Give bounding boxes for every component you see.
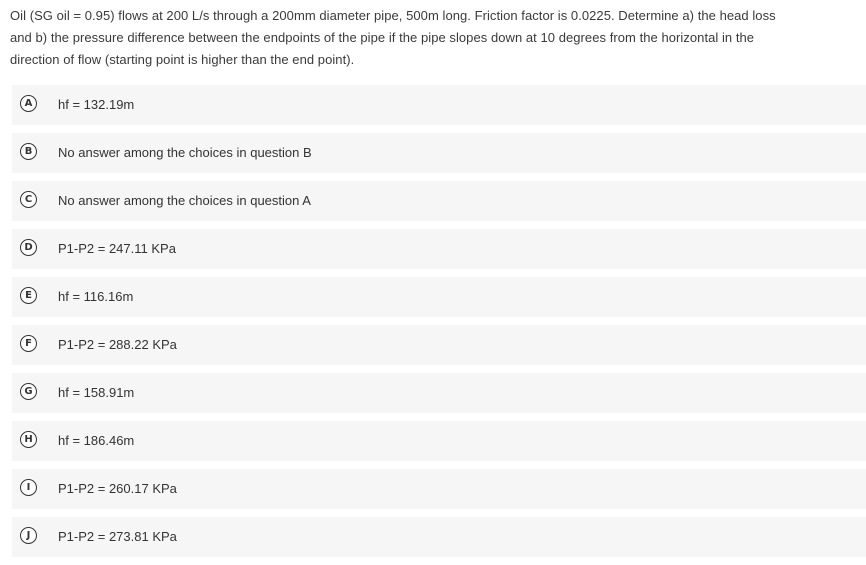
choice-label: P1-P2 = 247.11 KPa	[58, 241, 176, 256]
question-text	[10, 5, 862, 71]
choice-j[interactable]	[12, 517, 866, 557]
choice-label: hf = 186.46m	[58, 433, 135, 448]
choice-letter-badge: D	[20, 239, 37, 256]
choice-g[interactable]	[12, 373, 866, 413]
question-line-2: and b) the pressure difference between the endpoints of the pipe if the pipe slopes down at 10 degrees from the horizontal in the	[10, 30, 755, 45]
choice-letter-badge: B	[20, 143, 37, 160]
choice-label: hf = 116.16m	[58, 289, 134, 304]
choice-label: P1-P2 = 260.17 KPa	[58, 481, 177, 496]
choice-letter-badge: A	[20, 95, 37, 112]
choice-f[interactable]	[12, 325, 866, 365]
choice-letter-badge: G	[20, 383, 37, 400]
choice-label: hf = 158.91m	[58, 385, 135, 400]
choice-label: P1-P2 = 273.81 KPa	[58, 529, 177, 544]
choice-i[interactable]	[12, 469, 866, 509]
choice-letter-badge: J	[20, 527, 37, 544]
choice-a[interactable]	[12, 85, 866, 125]
choice-d[interactable]	[12, 229, 866, 269]
choice-label: No answer among the choices in question B	[58, 145, 312, 160]
choice-label: hf = 132.19m	[58, 97, 135, 112]
question-line-3: direction of flow (starting point is higher than the end point).	[10, 52, 355, 67]
choice-letter-badge: H	[20, 431, 37, 448]
question-line-1: Oil (SG oil = 0.95) flows at 200 L/s through a 200mm diameter pipe, 500m long. Friction factor is 0.0225. Determine a) the head loss	[10, 8, 776, 23]
choice-letter-badge: E	[20, 287, 37, 304]
choice-e[interactable]	[12, 277, 866, 317]
answer-choices-list	[12, 85, 866, 565]
choice-c[interactable]	[12, 181, 866, 221]
choice-letter-badge: C	[20, 191, 37, 208]
choice-letter-badge: I	[20, 479, 37, 496]
choice-b[interactable]	[12, 133, 866, 173]
choice-h[interactable]	[12, 421, 866, 461]
choice-letter-badge: F	[20, 335, 37, 352]
choice-label: P1-P2 = 288.22 KPa	[58, 337, 177, 352]
choice-label: No answer among the choices in question A	[58, 193, 311, 208]
